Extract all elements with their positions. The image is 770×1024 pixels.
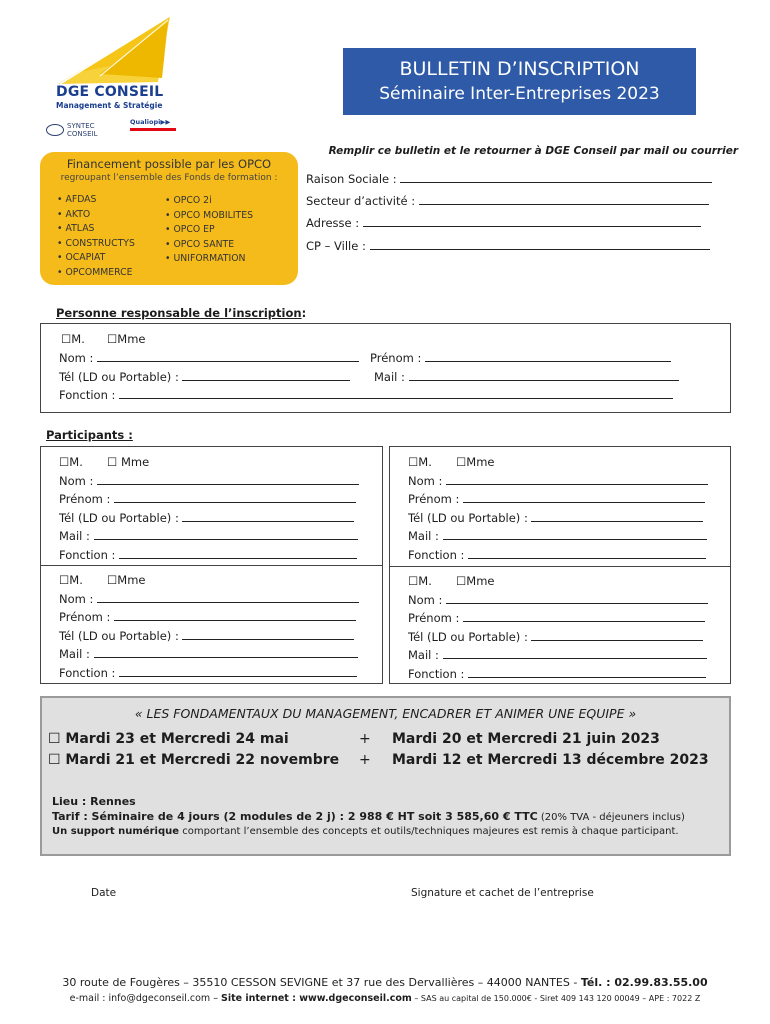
cp-ville-field[interactable] <box>306 239 710 253</box>
footer-legal: – SAS au capital de 150.000€ - Siret 409 143 120 00049 – APE : 7022 Z <box>411 994 701 1003</box>
opco-list-col2 <box>165 194 253 267</box>
responsable-heading-colon: : <box>301 306 307 320</box>
title-banner <box>343 48 696 115</box>
participant-tel-line[interactable] <box>182 629 354 640</box>
opco-list-col1 <box>57 193 135 280</box>
opco-item: • CONSTRUCTYS <box>57 237 135 252</box>
syntec-line2: CONSEIL <box>67 130 98 138</box>
participant-prenom-line[interactable] <box>463 492 705 503</box>
participant-fonction-label: Fonction : <box>59 548 116 562</box>
participant-prenom-line[interactable] <box>463 611 705 622</box>
participant-fonction-label: Fonction : <box>408 548 465 562</box>
participants-heading: Participants : <box>46 428 133 442</box>
resp-m-checkbox[interactable]: ☐M. <box>61 332 85 346</box>
participant-prenom-field[interactable] <box>408 492 705 506</box>
date-label: Date <box>91 887 117 899</box>
opco-subheading: regroupant l’ensemble des Fonds de formation : <box>60 173 278 183</box>
participant-fonction-field[interactable] <box>408 667 706 681</box>
participant-tel-line[interactable] <box>531 511 703 522</box>
participant-m-checkbox[interactable]: ☐M. <box>408 574 432 588</box>
secteur-field[interactable] <box>306 194 709 208</box>
page-subtitle: Séminaire Inter-Entreprises 2023 <box>379 84 660 104</box>
participant-mail-field[interactable] <box>408 648 707 662</box>
secteur-line[interactable] <box>419 194 709 205</box>
participant-m-checkbox[interactable]: ☐M. <box>59 573 83 587</box>
participant-nom-line[interactable] <box>446 593 708 604</box>
resp-nom-line[interactable] <box>97 351 359 362</box>
qualiopi-logo <box>130 118 176 131</box>
secteur-label: Secteur d’activité : <box>306 194 416 208</box>
session-option-1[interactable]: ☐ Mardi 23 et Mercredi 24 mai <box>48 731 289 747</box>
participant-nom-field[interactable] <box>408 593 708 607</box>
participant-m-checkbox[interactable]: ☐M. <box>408 455 432 469</box>
participant-nom-line[interactable] <box>97 474 359 485</box>
participant-mail-field[interactable] <box>408 529 707 543</box>
instruction-note: Remplir ce bulletin et le retourner à DGE Conseil par mail ou courrier <box>328 145 738 157</box>
resp-nom-field[interactable] <box>59 351 359 365</box>
participant-fonction-line[interactable] <box>119 548 357 559</box>
plus-sign: + <box>359 731 371 747</box>
resp-mail-label: Mail : <box>374 370 405 384</box>
support-bold: Un support numérique <box>52 826 180 837</box>
participant-tel-label: Tél (LD ou Portable) : <box>59 629 179 643</box>
participant-prenom-field[interactable] <box>408 611 705 625</box>
opco-item: • ATLAS <box>57 222 135 237</box>
participant-mme-checkbox[interactable]: ☐Mme <box>107 573 146 587</box>
participant-tel-field[interactable] <box>59 511 354 525</box>
raison-sociale-label: Raison Sociale : <box>306 172 397 186</box>
footer-contact <box>0 993 770 1004</box>
participant-nom-line[interactable] <box>446 474 708 485</box>
raison-sociale-field[interactable] <box>306 172 712 186</box>
plus-sign: + <box>359 752 371 768</box>
opco-item: • OPCO 2i <box>165 194 253 209</box>
qualiopi-label: Qualiopi <box>130 118 161 126</box>
participant-tel-field[interactable] <box>408 630 703 644</box>
participant-tel-label: Tél (LD ou Portable) : <box>59 511 179 525</box>
participant-mme-checkbox[interactable]: ☐Mme <box>456 574 495 588</box>
adresse-field[interactable] <box>306 216 701 230</box>
syntec-ring-icon <box>46 124 64 136</box>
participant-fonction-line[interactable] <box>468 667 706 678</box>
session-option-2-second: Mardi 12 et Mercredi 13 décembre 2023 <box>392 752 709 768</box>
participant-fonction-line[interactable] <box>119 666 357 677</box>
participant-prenom-field[interactable] <box>59 492 356 506</box>
participant-nom-line[interactable] <box>97 592 359 603</box>
participant-mail-line[interactable] <box>443 529 707 540</box>
participant-tel-line[interactable] <box>531 630 703 641</box>
qualiopi-bar <box>130 128 176 131</box>
tarif-main: Tarif : Séminaire de 4 jours (2 modules de 2 j) : 2 988 € HT soit 3 585,60 € TTC <box>52 810 538 823</box>
resp-mme-checkbox[interactable]: ☐Mme <box>107 332 146 346</box>
syntec-line1: SYNTEC <box>67 122 95 130</box>
participant-tel-field[interactable] <box>408 511 703 525</box>
participant-mail-label: Mail : <box>59 529 90 543</box>
participant-mme-checkbox[interactable]: ☐Mme <box>456 455 495 469</box>
resp-tel-line[interactable] <box>182 370 350 381</box>
qualiopi-arrows-icon: ▶▶ <box>160 118 171 126</box>
participant-fonction-label: Fonction : <box>408 667 465 681</box>
participant-m-checkbox[interactable]: ☐M. <box>59 455 83 469</box>
support-text: comportant l’ensemble des concepts et outils/techniques majeures est remis à chaque participant. <box>179 826 679 837</box>
resp-prenom-line[interactable] <box>425 351 671 362</box>
participant-nom-label: Nom : <box>59 592 94 606</box>
resp-fonction-line[interactable] <box>119 388 673 399</box>
opco-item: • OCAPIAT <box>57 251 135 266</box>
participant-mail-label: Mail : <box>408 648 439 662</box>
participant-nom-field[interactable] <box>59 592 359 606</box>
brand-tagline: Management & Stratégie <box>56 101 163 110</box>
participant-mme-checkbox[interactable]: ☐ Mme <box>107 455 150 469</box>
tarif-note: (20% TVA - déjeuners inclus) <box>537 812 685 823</box>
opco-item: • OPCOMMERCE <box>57 266 135 281</box>
participant-nom-field[interactable] <box>408 474 708 488</box>
brand-name: DGE CONSEIL <box>56 84 164 100</box>
resp-prenom-label: Prénom : <box>370 351 422 365</box>
logo-mark-icon <box>40 14 190 94</box>
resp-mail-field[interactable] <box>374 370 679 384</box>
resp-fonction-field[interactable] <box>59 388 673 402</box>
resp-mail-line[interactable] <box>409 370 679 381</box>
participant-tel-label: Tél (LD ou Portable) : <box>408 511 528 525</box>
resp-fonction-label: Fonction : <box>59 388 116 402</box>
footer-tel: Tél. : 02.99.83.55.00 <box>580 976 708 989</box>
opco-item: • OPCO SANTE <box>165 238 253 253</box>
session-option-2[interactable]: ☐ Mardi 21 et Mercredi 22 novembre <box>48 752 340 768</box>
participant-prenom-line[interactable] <box>114 610 356 621</box>
resp-nom-label: Nom : <box>59 351 94 365</box>
participant-nom-label: Nom : <box>408 593 443 607</box>
adresse-line[interactable] <box>363 216 701 227</box>
responsable-heading <box>56 306 306 320</box>
session-option-1-second: Mardi 20 et Mercredi 21 juin 2023 <box>392 731 660 747</box>
raison-sociale-line[interactable] <box>400 172 712 183</box>
page-title: BULLETIN D’INSCRIPTION <box>399 58 640 80</box>
opco-heading: Financement possible par les OPCO <box>66 157 272 171</box>
participant-mail-field[interactable] <box>59 529 358 543</box>
seminar-headline: « LES FONDAMENTAUX DU MANAGEMENT, ENCADRER ET ANIMER UNE EQUIPE » <box>134 706 637 721</box>
participant-mail-line[interactable] <box>443 648 707 659</box>
footer-address <box>0 976 770 989</box>
participant-fonction-field[interactable] <box>59 666 357 680</box>
participant-tel-line[interactable] <box>182 511 354 522</box>
cp-ville-line[interactable] <box>370 239 710 250</box>
participant-fonction-label: Fonction : <box>59 666 116 680</box>
adresse-label: Adresse : <box>306 216 360 230</box>
participant-prenom-line[interactable] <box>114 492 356 503</box>
support <box>52 826 679 837</box>
participant-fonction-line[interactable] <box>468 548 706 559</box>
participant-mail-line[interactable] <box>94 647 358 658</box>
participant-mail-label: Mail : <box>59 647 90 661</box>
participant-prenom-label: Prénom : <box>59 610 111 624</box>
participant-mail-label: Mail : <box>408 529 439 543</box>
participant-prenom-field[interactable] <box>59 610 356 624</box>
responsable-box <box>40 323 731 413</box>
participant-mail-line[interactable] <box>94 529 358 540</box>
opco-item: • AKTO <box>57 208 135 223</box>
lieu: Lieu : Rennes <box>52 795 136 808</box>
cp-ville-label: CP – Ville : <box>306 239 366 253</box>
signature-label: Signature et cachet de l’entreprise <box>411 887 594 899</box>
syntec-logo <box>46 122 97 138</box>
participant-prenom-label: Prénom : <box>59 492 111 506</box>
opco-item: • AFDAS <box>57 193 135 208</box>
participant-fonction-field[interactable] <box>408 548 706 562</box>
seminar-box <box>40 696 731 856</box>
participants-right-divider <box>389 566 731 567</box>
resp-tel-field[interactable] <box>59 370 350 384</box>
participant-fonction-field[interactable] <box>59 548 357 562</box>
participants-left-divider <box>40 565 383 566</box>
participant-nom-field[interactable] <box>59 474 359 488</box>
footer-email[interactable]: e-mail : info@dgeconseil.com – <box>69 993 221 1004</box>
opco-panel <box>40 152 298 285</box>
participant-prenom-label: Prénom : <box>408 492 460 506</box>
footer-site[interactable]: Site internet : www.dgeconseil.com <box>220 993 412 1004</box>
participant-nom-label: Nom : <box>59 474 94 488</box>
resp-prenom-field[interactable] <box>370 351 671 365</box>
opco-item: • OPCO EP <box>165 223 253 238</box>
responsable-heading-text: Personne responsable de l’inscription <box>56 306 302 320</box>
opco-item: • OPCO MOBILITES <box>165 209 253 224</box>
participant-nom-label: Nom : <box>408 474 443 488</box>
footer-address-text: 30 route de Fougères – 35510 CESSON SEVIGNE et 37 rue des Dervallières – 44000 NANTES - <box>62 976 581 989</box>
resp-tel-label: Tél (LD ou Portable) : <box>59 370 179 384</box>
participant-tel-field[interactable] <box>59 629 354 643</box>
opco-item: • UNIFORMATION <box>165 252 253 267</box>
tarif <box>52 810 685 823</box>
participant-tel-label: Tél (LD ou Portable) : <box>408 630 528 644</box>
participant-mail-field[interactable] <box>59 647 358 661</box>
participant-prenom-label: Prénom : <box>408 611 460 625</box>
